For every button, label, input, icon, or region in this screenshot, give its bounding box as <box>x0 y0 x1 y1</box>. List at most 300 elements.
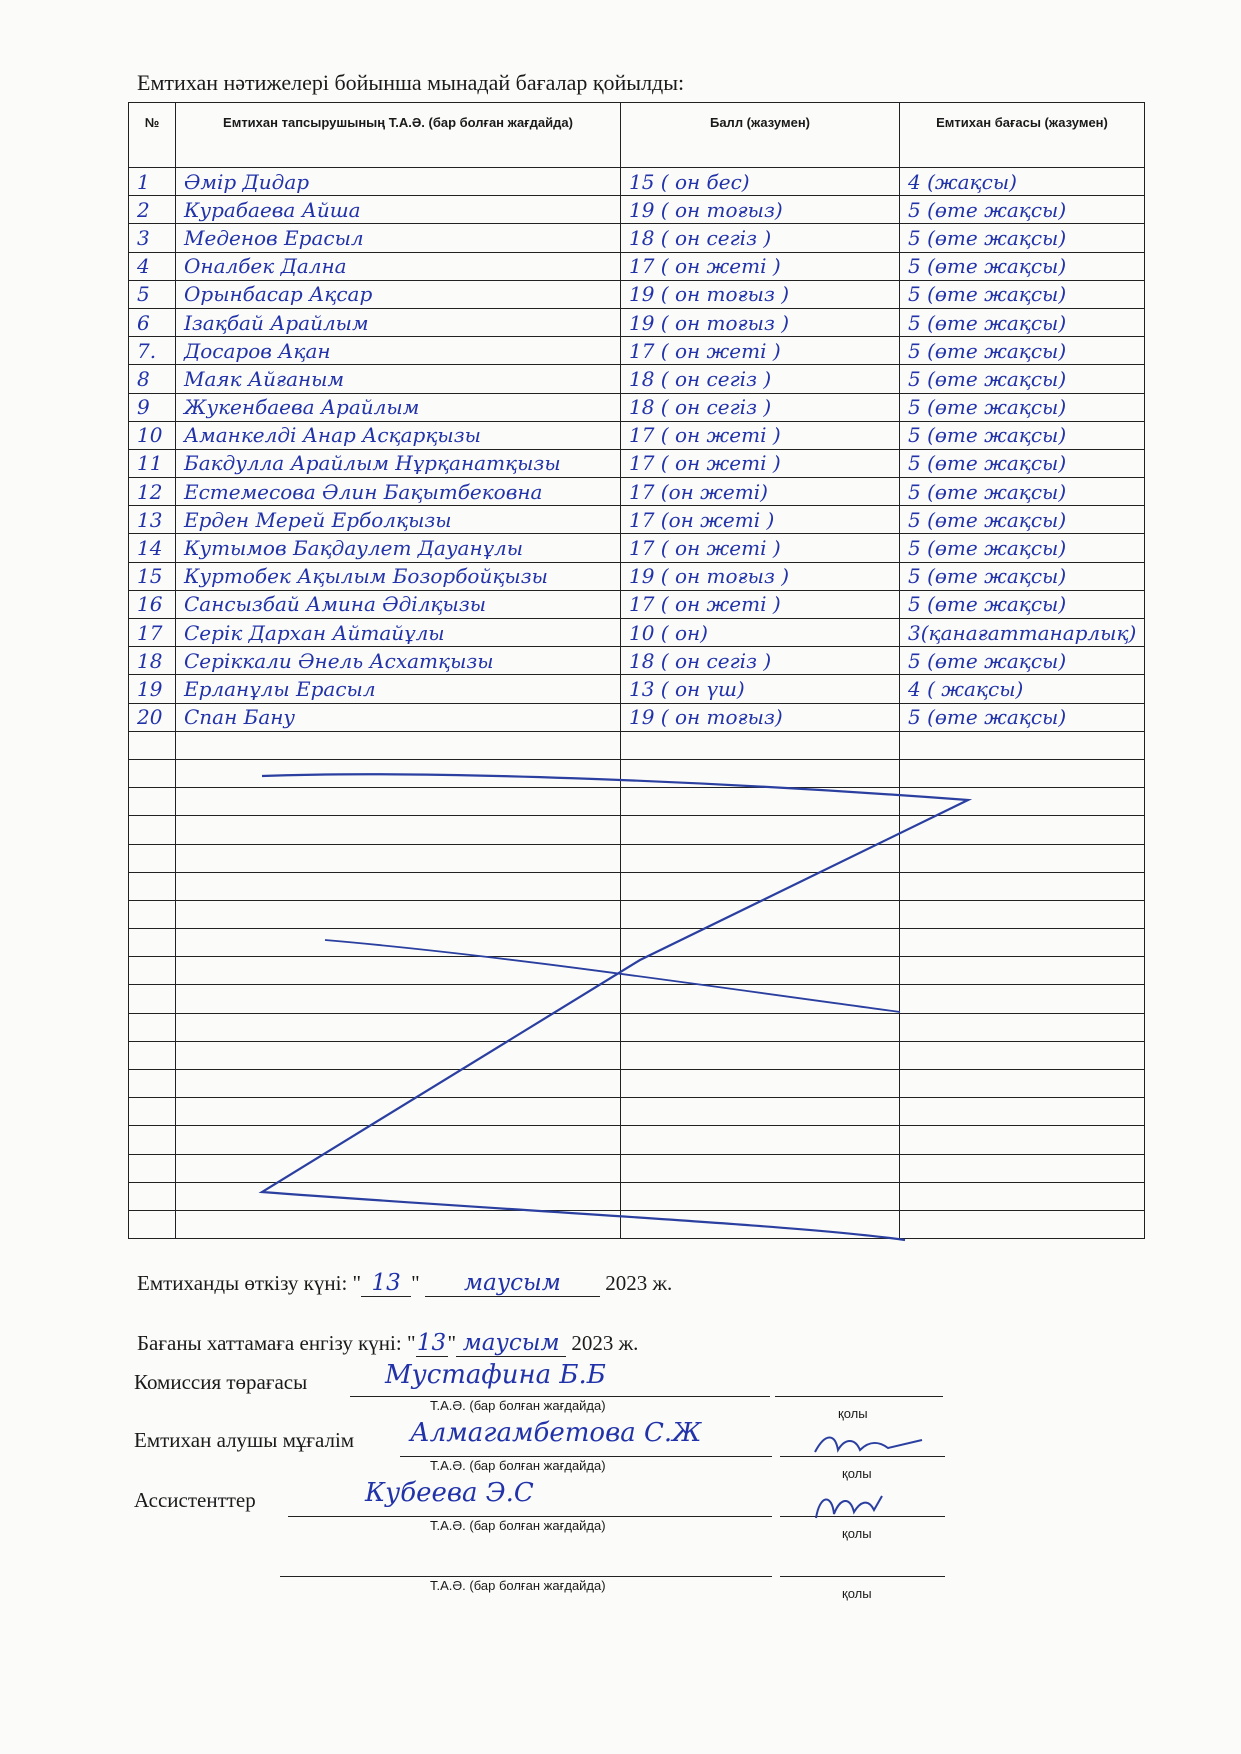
student-name: Ізақбай Арайлым <box>184 310 369 335</box>
row-number-cell <box>129 872 176 900</box>
row-number: 11 <box>137 451 163 476</box>
grade-in-words-cell <box>900 929 1145 957</box>
score-in-words-cell <box>621 562 900 590</box>
grade-in-words-cell <box>900 393 1145 421</box>
grade-in-words: 5 (өте жақсы) <box>908 592 1067 617</box>
score-in-words: 17 (он жеті ) <box>629 507 775 532</box>
row-number: 3 <box>137 225 150 250</box>
score-in-words: 13 ( он үш) <box>629 676 745 701</box>
table-row <box>129 703 1145 731</box>
grade-in-words: 5 (өте жақсы) <box>908 338 1067 363</box>
score-in-words-cell <box>621 308 900 336</box>
row-number: 16 <box>137 592 163 617</box>
grade-in-words-cell <box>900 703 1145 731</box>
row-number: 5 <box>137 282 150 307</box>
grade-in-words-cell <box>900 1098 1145 1126</box>
student-name: Спан Бану <box>184 705 296 730</box>
student-name: Меденов Ерасыл <box>184 225 364 250</box>
grade-in-words-cell <box>900 844 1145 872</box>
student-name-cell <box>176 985 621 1013</box>
score-in-words-cell <box>621 1154 900 1182</box>
table-row <box>129 534 1145 562</box>
score-in-words-cell <box>621 393 900 421</box>
row-number-cell <box>129 985 176 1013</box>
row-number-cell <box>129 337 176 365</box>
header-number: № <box>129 103 176 168</box>
extra-sign-caption: қолы <box>842 1586 872 1601</box>
grade-in-words-cell <box>900 985 1145 1013</box>
grade-in-words: 5 (өте жақсы) <box>908 648 1067 673</box>
grade-in-words-cell <box>900 365 1145 393</box>
row-number-cell <box>129 590 176 618</box>
score-in-words-cell <box>621 1126 900 1154</box>
table-row <box>129 252 1145 280</box>
grade-in-words-cell <box>900 1126 1145 1154</box>
grade-in-words: 4 ( жақсы) <box>908 676 1024 701</box>
table-row <box>129 196 1145 224</box>
grade-in-words-cell <box>900 168 1145 196</box>
student-name-cell <box>176 1013 621 1041</box>
row-number-cell <box>129 1013 176 1041</box>
student-name-cell <box>176 675 621 703</box>
grade-in-words-cell <box>900 449 1145 477</box>
grade-in-words-cell <box>900 280 1145 308</box>
row-number-cell <box>129 703 176 731</box>
table-row <box>129 1013 1145 1041</box>
grade-in-words-cell <box>900 759 1145 787</box>
score-in-words-cell <box>621 590 900 618</box>
table-row <box>129 562 1145 590</box>
grade-in-words-cell <box>900 900 1145 928</box>
entry-date-quote: " <box>447 1331 457 1355</box>
row-number: 19 <box>137 676 163 701</box>
row-number-cell <box>129 759 176 787</box>
score-in-words-cell <box>621 759 900 787</box>
row-number-cell <box>129 478 176 506</box>
score-in-words: 17 ( он жеті ) <box>629 592 781 617</box>
assistant-signature-icon <box>810 1488 890 1528</box>
student-name: Серік Дархан Айтайұлы <box>184 620 445 645</box>
row-number: 14 <box>137 536 163 561</box>
score-in-words-cell <box>621 1041 900 1069</box>
score-in-words-cell <box>621 957 900 985</box>
score-in-words-cell <box>621 196 900 224</box>
score-in-words-cell <box>621 224 900 252</box>
student-name-cell <box>176 308 621 336</box>
entry-date-label: Бағаны хаттамаға енгізу күні: " <box>137 1331 416 1355</box>
student-name-cell <box>176 1070 621 1098</box>
chair-name-line <box>350 1396 770 1397</box>
table-row <box>129 1126 1145 1154</box>
row-number: 17 <box>137 620 163 645</box>
grade-in-words-cell <box>900 619 1145 647</box>
table-row <box>129 957 1145 985</box>
grade-in-words: 5 (өте жақсы) <box>908 197 1067 222</box>
score-in-words: 17 (он жеті) <box>629 479 768 504</box>
grade-in-words: 5 (өте жақсы) <box>908 254 1067 279</box>
row-number: 1 <box>137 169 150 194</box>
row-number: 18 <box>137 648 163 673</box>
row-number-cell <box>129 1098 176 1126</box>
student-name: Ерден Мерей Ерболқызы <box>184 507 452 532</box>
grade-in-words-cell <box>900 731 1145 759</box>
chair-name: Мустафина Б.Б <box>385 1360 606 1390</box>
grade-in-words-cell <box>900 506 1145 534</box>
grade-in-words-cell <box>900 1041 1145 1069</box>
score-in-words: 18 ( он сегіз ) <box>629 225 772 250</box>
row-number-cell <box>129 1210 176 1238</box>
student-name-cell <box>176 929 621 957</box>
grade-in-words-cell <box>900 675 1145 703</box>
row-number: 4 <box>137 254 150 279</box>
table-row <box>129 900 1145 928</box>
student-name: Досаров Ақан <box>184 338 331 363</box>
score-in-words-cell <box>621 280 900 308</box>
score-in-words-cell <box>621 252 900 280</box>
score-in-words: 19 ( он тоғыз ) <box>629 282 790 307</box>
student-name-cell <box>176 619 621 647</box>
teacher-sign-caption: қолы <box>842 1466 872 1481</box>
score-in-words-cell <box>621 449 900 477</box>
assistants-label: Ассистенттер <box>134 1488 256 1512</box>
score-in-words: 17 ( он жеті ) <box>629 254 781 279</box>
score-in-words-cell <box>621 1098 900 1126</box>
extra-fio-caption: Т.А.Ә. (бар болған жағдайда) <box>430 1578 606 1593</box>
teacher-label: Емтихан алушы мұғалім <box>134 1428 355 1452</box>
student-name-cell <box>176 393 621 421</box>
table-row <box>129 816 1145 844</box>
student-name: Жукенбаева Арайлым <box>184 395 420 420</box>
row-number: 20 <box>137 705 163 730</box>
score-in-words-cell <box>621 506 900 534</box>
row-number: 6 <box>137 310 150 335</box>
row-number-cell <box>129 788 176 816</box>
score-in-words-cell <box>621 1070 900 1098</box>
table-row <box>129 619 1145 647</box>
grade-in-words-cell <box>900 196 1145 224</box>
student-name: Серіккали Әнель Асхатқызы <box>184 648 494 673</box>
student-name-cell <box>176 449 621 477</box>
teacher-name: Алмагамбетова С.Ж <box>410 1418 702 1448</box>
score-in-words-cell <box>621 900 900 928</box>
student-name-cell <box>176 647 621 675</box>
header-grade: Емтихан бағасы (жазумен) <box>900 103 1145 168</box>
row-number: 7. <box>137 338 157 363</box>
score-in-words: 17 ( он жеті ) <box>629 536 781 561</box>
row-number: 9 <box>137 395 150 420</box>
grade-in-words: 5 (өте жақсы) <box>908 225 1067 250</box>
table-row <box>129 731 1145 759</box>
student-name-cell <box>176 196 621 224</box>
score-in-words-cell <box>621 703 900 731</box>
table-row <box>129 1154 1145 1182</box>
row-number-cell <box>129 252 176 280</box>
score-in-words-cell <box>621 816 900 844</box>
table-row <box>129 393 1145 421</box>
student-name: Бакдулла Арайлым Нұрқанатқызы <box>184 451 561 476</box>
row-number-cell <box>129 1154 176 1182</box>
score-in-words-cell <box>621 1182 900 1210</box>
row-number: 2 <box>137 197 150 222</box>
table-row <box>129 224 1145 252</box>
student-name-cell <box>176 562 621 590</box>
table-row <box>129 506 1145 534</box>
score-in-words-cell <box>621 619 900 647</box>
row-number-cell <box>129 562 176 590</box>
score-in-words: 15 ( он бес) <box>629 169 750 194</box>
grade-in-words: 5 (өте жақсы) <box>908 395 1067 420</box>
student-name: Естемесова Әлин Бақытбековна <box>184 479 543 504</box>
student-name-cell <box>176 478 621 506</box>
student-name-cell <box>176 957 621 985</box>
row-number: 13 <box>137 507 163 532</box>
row-number: 8 <box>137 366 150 391</box>
score-in-words-cell <box>621 534 900 562</box>
table-row <box>129 844 1145 872</box>
row-number-cell <box>129 844 176 872</box>
row-number-cell <box>129 224 176 252</box>
student-name: Аманкелді Анар Асқарқызы <box>184 423 481 448</box>
row-number-cell <box>129 1126 176 1154</box>
score-in-words-cell <box>621 1210 900 1238</box>
grade-in-words-cell <box>900 1070 1145 1098</box>
score-in-words-cell <box>621 675 900 703</box>
student-name: Ерланұлы Ерасыл <box>184 676 376 701</box>
score-in-words: 18 ( он сегіз ) <box>629 395 772 420</box>
student-name: Курабаева Айша <box>184 197 361 222</box>
row-number-cell <box>129 449 176 477</box>
table-row <box>129 421 1145 449</box>
student-name: Кутымов Бақдаулет Дауанұлы <box>184 536 524 561</box>
grade-in-words: 5 (өте жақсы) <box>908 536 1067 561</box>
score-in-words-cell <box>621 421 900 449</box>
table-header-row <box>129 103 1145 168</box>
table-row <box>129 449 1145 477</box>
grade-in-words-cell <box>900 872 1145 900</box>
grade-in-words-cell <box>900 534 1145 562</box>
exam-date-quote: " <box>411 1271 420 1295</box>
table-row <box>129 1041 1145 1069</box>
grade-in-words: 5 (өте жақсы) <box>908 366 1067 391</box>
student-name-cell <box>176 280 621 308</box>
grade-in-words-cell <box>900 478 1145 506</box>
score-in-words: 19 ( он тоғыз) <box>629 705 783 730</box>
student-name-cell <box>176 844 621 872</box>
score-in-words-cell <box>621 929 900 957</box>
table-row <box>129 1098 1145 1126</box>
score-in-words-cell <box>621 985 900 1013</box>
student-name-cell <box>176 788 621 816</box>
row-number-cell <box>129 196 176 224</box>
table-row <box>129 168 1145 196</box>
student-name-cell <box>176 1154 621 1182</box>
table-row <box>129 308 1145 336</box>
score-in-words: 18 ( он сегіз ) <box>629 366 772 391</box>
student-name-cell <box>176 252 621 280</box>
row-number-cell <box>129 1070 176 1098</box>
row-number-cell <box>129 534 176 562</box>
grade-in-words-cell <box>900 957 1145 985</box>
entry-date-day: 13 <box>416 1330 447 1356</box>
row-number-cell <box>129 929 176 957</box>
student-name: Әмір Дидар <box>184 169 310 194</box>
row-number-cell <box>129 168 176 196</box>
score-in-words-cell <box>621 731 900 759</box>
grade-in-words-cell <box>900 421 1145 449</box>
assistant-name-line <box>288 1516 772 1517</box>
page-heading: Емтихан нәтижелері бойынша мынадай бағалар қойылды: <box>137 70 685 95</box>
table-row <box>129 1210 1145 1238</box>
grade-in-words-cell <box>900 224 1145 252</box>
grade-in-words: 5 (өте жақсы) <box>908 282 1067 307</box>
student-name-cell <box>176 337 621 365</box>
score-in-words: 10 ( он) <box>629 620 708 645</box>
exam-date-year: 2023 ж. <box>605 1271 673 1295</box>
grade-in-words: 5 (өте жақсы) <box>908 705 1067 730</box>
grade-in-words: 4 (жақсы) <box>908 169 1017 194</box>
student-name-cell <box>176 731 621 759</box>
row-number-cell <box>129 1041 176 1069</box>
exam-date-month: маусым <box>425 1270 600 1297</box>
grade-in-words-cell <box>900 647 1145 675</box>
chair-sign-line <box>775 1396 943 1397</box>
grade-in-words-cell <box>900 252 1145 280</box>
chair-label: Комиссия төрағасы <box>134 1370 308 1394</box>
row-number-cell <box>129 731 176 759</box>
score-in-words-cell <box>621 788 900 816</box>
teacher-signature-icon <box>810 1428 930 1458</box>
results-table <box>128 102 1145 1239</box>
table-row <box>129 788 1145 816</box>
student-name-cell <box>176 1098 621 1126</box>
grade-in-words-cell <box>900 816 1145 844</box>
score-in-words-cell <box>621 478 900 506</box>
teacher-name-line <box>400 1456 772 1457</box>
entry-date-month: маусым <box>456 1330 566 1357</box>
student-name-cell <box>176 759 621 787</box>
table-row <box>129 985 1145 1013</box>
student-name-cell <box>176 816 621 844</box>
score-in-words-cell <box>621 1013 900 1041</box>
grade-in-words: 5 (өте жақсы) <box>908 423 1067 448</box>
exam-date-label: Емтиханды өткізу күні: " <box>137 1271 362 1295</box>
chair-sign-caption: қолы <box>838 1406 868 1421</box>
score-in-words-cell <box>621 844 900 872</box>
student-name: Маяк Айғаным <box>184 366 345 391</box>
row-number: 15 <box>137 564 163 589</box>
student-name-cell <box>176 590 621 618</box>
table-row <box>129 647 1145 675</box>
grade-in-words-cell <box>900 308 1145 336</box>
student-name-cell <box>176 703 621 731</box>
score-in-words-cell <box>621 647 900 675</box>
student-name-cell <box>176 534 621 562</box>
score-in-words: 19 ( он тоғыз ) <box>629 564 790 589</box>
student-name-cell <box>176 224 621 252</box>
row-number-cell <box>129 280 176 308</box>
score-in-words: 18 ( он сегіз ) <box>629 648 772 673</box>
row-number: 12 <box>137 479 163 504</box>
exam-date-line <box>137 1270 672 1297</box>
row-number-cell <box>129 900 176 928</box>
student-name: Сансызбай Амина Әділқызы <box>184 592 487 617</box>
row-number-cell <box>129 1182 176 1210</box>
grade-in-words: 3(қанағаттанарлық) <box>908 620 1137 645</box>
row-number-cell <box>129 308 176 336</box>
table-row <box>129 365 1145 393</box>
table-row <box>129 280 1145 308</box>
student-name: Куртобек Ақылым Бозорбойқызы <box>184 564 548 589</box>
row-number-cell <box>129 675 176 703</box>
grade-in-words: 5 (өте жақсы) <box>908 310 1067 335</box>
exam-date-day: 13 <box>361 1270 411 1297</box>
grade-in-words-cell <box>900 788 1145 816</box>
row-number-cell <box>129 619 176 647</box>
score-in-words: 19 ( он тоғыз) <box>629 197 783 222</box>
grade-in-words-cell <box>900 1210 1145 1238</box>
row-number-cell <box>129 647 176 675</box>
student-name-cell <box>176 1210 621 1238</box>
score-in-words-cell <box>621 365 900 393</box>
table-row <box>129 675 1145 703</box>
table-row <box>129 759 1145 787</box>
student-name-cell <box>176 365 621 393</box>
table-row <box>129 478 1145 506</box>
row-number-cell <box>129 393 176 421</box>
student-name: Орынбасар Ақсар <box>184 282 373 307</box>
score-in-words-cell <box>621 872 900 900</box>
entry-date-year: 2023 ж. <box>571 1331 639 1355</box>
header-name: Емтихан тапсырушының Т.А.Ә. (бар болған жағдайда) <box>176 103 621 168</box>
grade-in-words: 5 (өте жақсы) <box>908 451 1067 476</box>
score-in-words: 17 ( он жеті ) <box>629 338 781 363</box>
table-row <box>129 929 1145 957</box>
grade-in-words: 5 (өте жақсы) <box>908 507 1067 532</box>
grade-in-words-cell <box>900 337 1145 365</box>
assistant-name: Кубеева Э.С <box>365 1478 534 1508</box>
table-body <box>129 168 1145 1239</box>
student-name-cell <box>176 1126 621 1154</box>
score-in-words-cell <box>621 168 900 196</box>
grade-in-words: 5 (өте жақсы) <box>908 564 1067 589</box>
student-name-cell <box>176 506 621 534</box>
assistant-fio-caption: Т.А.Ә. (бар болған жағдайда) <box>430 1518 606 1533</box>
score-in-words: 17 ( он жеті ) <box>629 451 781 476</box>
extra-name-line <box>280 1576 772 1577</box>
student-name-cell <box>176 1182 621 1210</box>
table-row <box>129 337 1145 365</box>
student-name-cell <box>176 900 621 928</box>
row-number-cell <box>129 957 176 985</box>
row-number-cell <box>129 421 176 449</box>
chair-fio-caption: Т.А.Ә. (бар болған жағдайда) <box>430 1398 606 1413</box>
entry-date-line <box>137 1330 638 1357</box>
grade-in-words-cell <box>900 562 1145 590</box>
score-in-words: 17 ( он жеті ) <box>629 423 781 448</box>
table-row <box>129 590 1145 618</box>
row-number: 10 <box>137 423 163 448</box>
teacher-fio-caption: Т.А.Ә. (бар болған жағдайда) <box>430 1458 606 1473</box>
student-name-cell <box>176 872 621 900</box>
row-number-cell <box>129 365 176 393</box>
table-row <box>129 872 1145 900</box>
grade-in-words-cell <box>900 1182 1145 1210</box>
row-number-cell <box>129 816 176 844</box>
grade-in-words-cell <box>900 1013 1145 1041</box>
assistant-sign-caption: қолы <box>842 1526 872 1541</box>
extra-sign-line <box>780 1576 945 1577</box>
header-score: Балл (жазумен) <box>621 103 900 168</box>
